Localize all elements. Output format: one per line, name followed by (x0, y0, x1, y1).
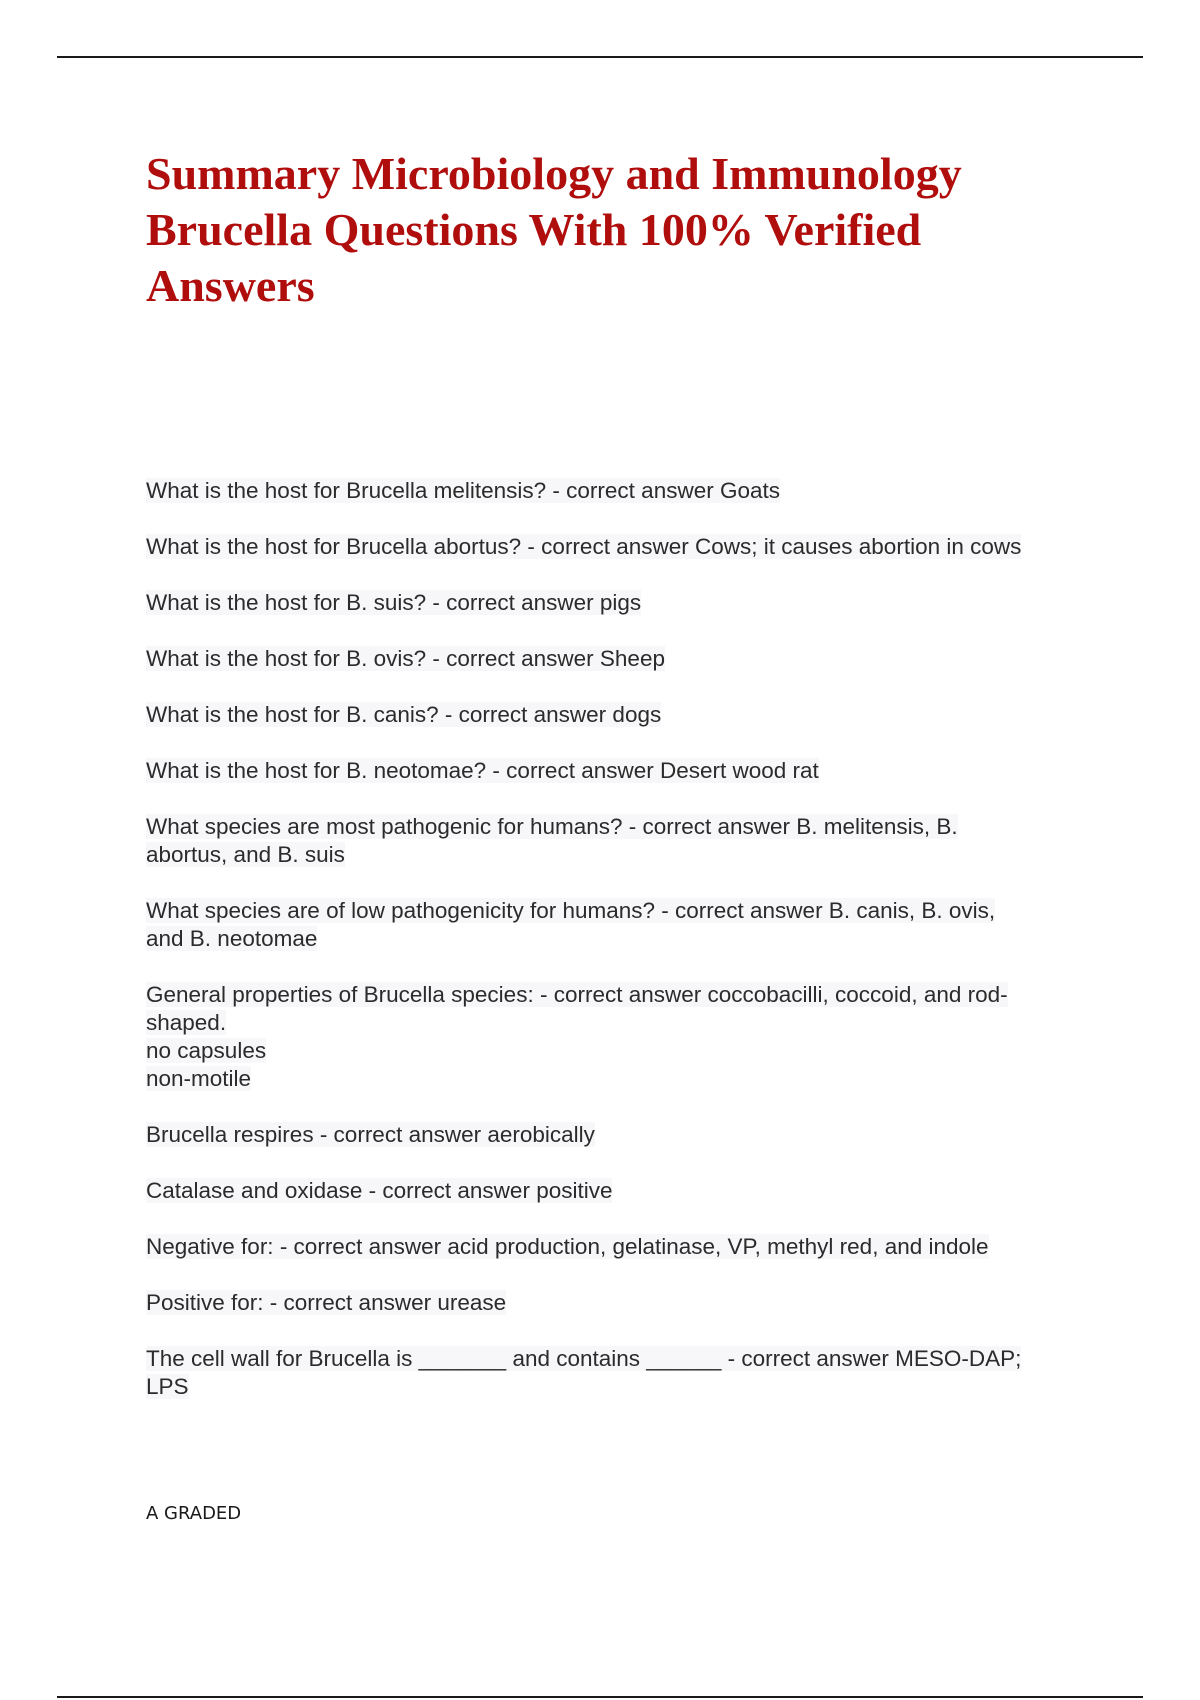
qa-text: What species are of low pathogenicity for humans? - correct answer B. canis, B. ovis, and B. neotomae (146, 898, 996, 951)
qa-text: What is the host for B. ovis? - correct answer Sheep (146, 646, 665, 671)
footer-grade-label: A GRADED (146, 1503, 242, 1524)
qa-item (146, 813, 1096, 869)
qa-text: The cell wall for Brucella is _______ and contains ______ - correct answer MESO-DAP; LPS (146, 1346, 1022, 1399)
qa-item (146, 1177, 1096, 1205)
qa-item (146, 1289, 1096, 1317)
qa-text: What is the host for B. canis? - correct answer dogs (146, 702, 662, 727)
qa-text: Positive for: - correct answer urease (146, 1290, 507, 1315)
qa-item (146, 701, 1096, 729)
qa-text: What is the host for Brucella melitensis? - correct answer Goats (146, 478, 780, 503)
qa-text: What species are most pathogenic for humans? - correct answer B. melitensis, B. abortus, and B. suis (146, 814, 958, 867)
bottom-rule (57, 1696, 1143, 1698)
qa-item (146, 1121, 1096, 1149)
qa-item (146, 645, 1096, 673)
qa-text: General properties of Brucella species: - correct answer coccobacilli, coccoid, and rod- shaped. no capsules non-motile (146, 982, 1008, 1091)
qa-text: What is the host for Brucella abortus? - correct answer Cows; it causes abortion in cows (146, 534, 1022, 559)
top-rule (57, 56, 1143, 58)
qa-item (146, 477, 1096, 505)
qa-item (146, 897, 1096, 953)
document-title: Summary Microbiology and Immunology Brucella Questions With 100% Verified Answers (146, 148, 962, 311)
qa-text: Catalase and oxidase - correct answer positive (146, 1178, 613, 1203)
qa-item (146, 533, 1096, 561)
qa-item (146, 589, 1096, 617)
qa-item (146, 1345, 1096, 1401)
qa-text: What is the host for B. neotomae? - correct answer Desert wood rat (146, 758, 819, 783)
qa-item (146, 1233, 1096, 1261)
qa-text: Brucella respires - correct answer aerobically (146, 1122, 595, 1147)
qa-item (146, 757, 1096, 785)
qa-item (146, 981, 1096, 1093)
qa-text: What is the host for B. suis? - correct answer pigs (146, 590, 642, 615)
qa-text: Negative for: - correct answer acid production, gelatinase, VP, methyl red, and indole (146, 1234, 989, 1259)
qa-list (146, 477, 1096, 1429)
